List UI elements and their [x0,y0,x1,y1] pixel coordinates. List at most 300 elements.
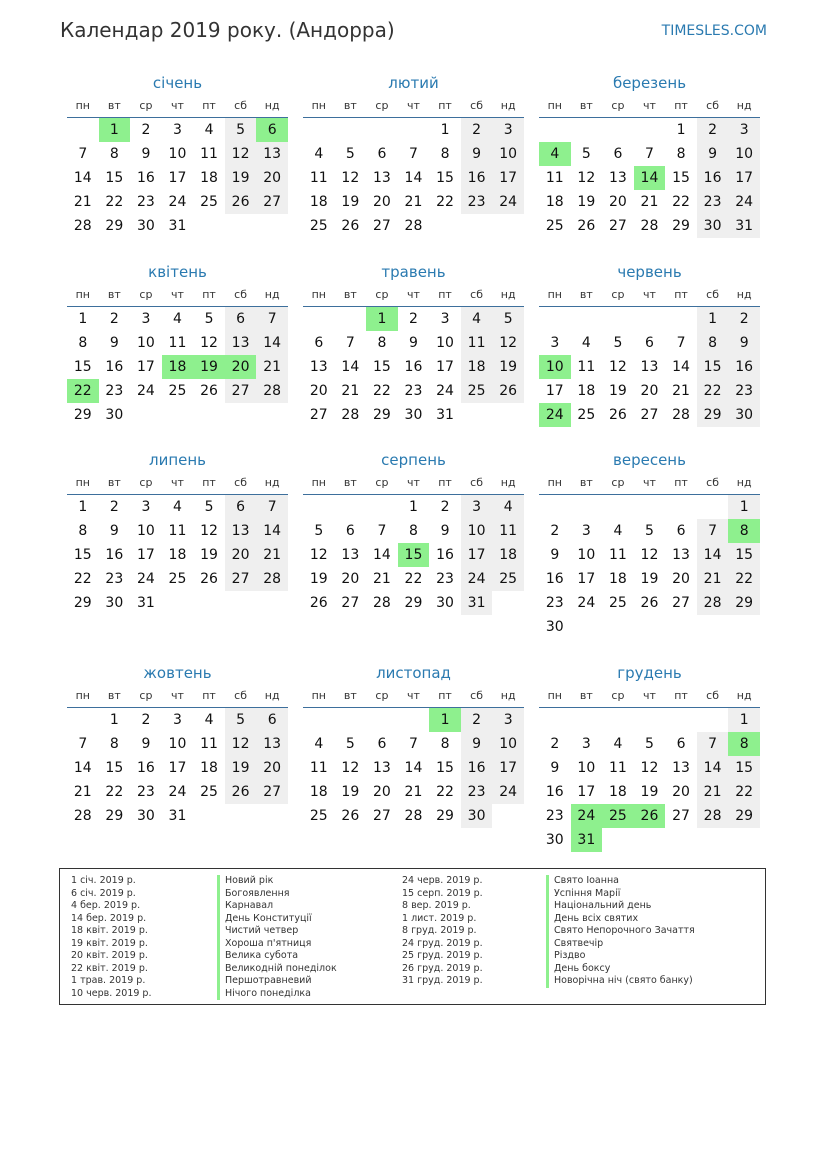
day-cell: 31 [461,591,493,615]
month-name: березень [612,74,687,92]
day-cell: 7 [409,146,418,162]
day-cell: 4 [204,712,214,728]
day-cell: 29 [372,407,391,423]
holiday-entry: 1 січ. 2019 р. [71,875,136,886]
day-cell: 21 [697,567,729,591]
holiday-entry: 8 груд. 2019 р. [402,925,477,936]
empty-cell [665,708,697,732]
day-cell: 17 [168,760,187,776]
day-cell: 30 [105,407,124,423]
empty-cell [665,828,697,852]
empty-cell [398,708,430,732]
day-cell: 7 [256,495,288,519]
week-row [303,403,524,427]
empty-cell [697,708,729,732]
weekday-label: пт [202,689,216,702]
month-11 [303,661,524,828]
day-cell: 26 [200,383,218,399]
weekday-label: сб [470,689,484,702]
week-row [303,166,524,190]
day-cell: 4 [492,495,524,519]
day-cell: 23 [105,383,124,399]
day-cell: 30 [728,403,760,427]
day-cell: 29 [672,218,690,234]
day-cell: 4 [173,311,182,327]
day-cell: 25 [168,571,187,587]
day-cell: 2 [728,307,760,331]
empty-cell [697,828,729,852]
weekday-label: пт [202,99,216,112]
day-cell: 24 [461,567,493,591]
week-row [67,307,288,331]
day-cell: 2 [409,311,418,327]
empty-cell [492,804,524,828]
weekday-label: вт [343,99,357,112]
empty-cell [728,828,760,852]
month-name: червень [617,263,682,281]
week-row [303,495,524,519]
day-cell: 11 [200,146,218,162]
day-cell: 17 [728,166,760,190]
empty-cell [67,708,99,732]
week-row [539,756,760,780]
day-cell: 27 [672,595,690,611]
day-cell: 18 [492,543,524,567]
empty-cell [256,403,288,427]
day-cell: 7 [78,736,88,752]
empty-cell [571,495,603,519]
holiday-day-cell: 4 [539,142,571,166]
empty-cell [225,403,257,427]
day-cell: 25 [608,595,627,611]
day-cell: 6 [676,523,686,539]
weekday-label: ср [375,689,389,702]
week-row [539,190,760,214]
week-row [539,567,760,591]
month-9 [539,448,760,639]
day-cell: 16 [728,355,760,379]
weekday-label: ср [611,689,625,702]
holiday-day-cell: 1 [429,708,461,732]
empty-cell [335,495,367,519]
day-cell: 19 [608,383,627,399]
day-cell: 12 [200,523,218,539]
week-row [539,495,760,519]
holiday-day-cell: 10 [539,355,571,379]
day-cell: 16 [105,359,124,375]
empty-cell [461,403,493,427]
day-cell: 3 [492,118,524,142]
day-cell: 22 [404,571,423,587]
empty-cell [602,615,634,639]
day-cell: 23 [545,808,564,824]
day-cell: 10 [728,142,760,166]
day-cell: 1 [78,311,88,327]
day-cell: 15 [105,760,124,776]
day-cell: 28 [73,218,92,234]
day-cell: 16 [461,756,493,780]
day-cell: 1 [728,708,760,732]
empty-cell [335,708,367,732]
empty-cell [461,214,493,238]
page-title: Календар 2019 року. (Андорра) [60,18,395,42]
day-cell: 30 [461,804,493,828]
day-cell: 19 [341,784,360,800]
day-cell: 27 [341,595,360,611]
day-cell: 20 [672,571,690,587]
day-cell: 19 [225,756,257,780]
weekday-label: ср [375,99,389,112]
day-cell: 15 [728,756,760,780]
day-cell: 17 [492,166,524,190]
day-cell: 10 [436,335,454,351]
empty-cell [225,804,257,828]
day-cell: 30 [697,214,729,238]
day-cell: 17 [545,383,564,399]
day-cell: 31 [136,595,155,611]
day-cell: 10 [577,547,596,563]
day-cell: 25 [545,218,564,234]
week-row [303,543,524,567]
week-row [67,591,288,615]
day-cell: 16 [545,784,564,800]
day-cell: 5 [345,736,355,752]
empty-cell [256,214,288,238]
day-cell: 26 [200,571,218,587]
weekday-label: сб [234,288,248,301]
empty-cell [602,828,634,852]
day-cell: 14 [73,170,92,186]
weekday-label: сб [706,689,720,702]
day-cell: 28 [341,407,360,423]
holiday-entry: 31 груд. 2019 р. [402,975,483,986]
day-cell: 21 [672,383,690,399]
day-cell: 4 [581,335,591,351]
month-4 [67,260,288,427]
day-cell: 1 [676,122,686,138]
day-cell: 28 [256,379,288,403]
day-cell: 20 [640,383,659,399]
holiday-entry: Святвечір [554,937,604,949]
day-cell: 13 [225,519,257,543]
day-cell: 12 [225,732,257,756]
day-cell: 27 [640,407,659,423]
week-row [67,190,288,214]
week-row [303,142,524,166]
holiday-day-cell: 22 [67,379,99,403]
weekday-label: сб [706,99,720,112]
day-cell: 21 [372,571,391,587]
day-cell: 5 [492,307,524,331]
weekday-header [539,284,760,307]
day-cell: 20 [372,784,391,800]
empty-cell [193,214,225,238]
day-cell: 2 [461,118,493,142]
weekday-label: вт [343,288,357,301]
empty-cell [539,708,571,732]
day-cell: 7 [676,335,686,351]
week-row [303,804,524,828]
day-cell: 3 [173,712,182,728]
holiday-entry: Новий рік [225,875,274,886]
month-12 [539,661,760,852]
day-cell: 22 [728,567,760,591]
day-cell: 13 [640,359,659,375]
week-row [539,118,760,142]
day-cell: 8 [409,523,418,539]
day-cell: 25 [200,784,218,800]
day-cell: 10 [168,146,187,162]
day-cell: 13 [256,732,288,756]
weekday-header [539,685,760,708]
day-cell: 30 [436,595,454,611]
holiday-day-cell: 19 [193,355,225,379]
empty-cell [256,591,288,615]
empty-cell [665,307,697,331]
day-cell: 21 [697,780,729,804]
day-cell: 5 [645,736,654,752]
empty-cell [539,307,571,331]
holiday-day-cell: 31 [571,828,603,852]
week-row [539,804,760,828]
day-cell: 8 [78,335,88,351]
holiday-entry: День всіх святих [554,912,639,924]
holiday-entry: 8 вер. 2019 р. [402,900,471,911]
day-cell: 27 [225,567,257,591]
week-row [303,214,524,238]
day-cell: 9 [141,736,151,752]
site-link[interactable]: TIMESLES.COM [661,23,767,39]
empty-cell [602,708,634,732]
day-cell: 16 [461,166,493,190]
day-cell: 18 [309,194,328,210]
month-2 [303,71,524,238]
weekday-label: пн [75,99,90,112]
day-cell: 28 [404,218,423,234]
weekday-label: нд [736,689,752,702]
month-7 [67,448,288,615]
day-cell: 13 [608,170,627,186]
holiday-entry: 24 груд. 2019 р. [402,937,483,949]
day-cell: 14 [341,359,360,375]
day-cell: 1 [440,122,450,138]
day-cell: 14 [404,170,423,186]
day-cell: 19 [577,194,596,210]
day-cell: 21 [256,355,288,379]
month-name: січень [152,74,203,92]
day-cell: 22 [372,383,391,399]
day-cell: 13 [372,170,391,186]
day-cell: 24 [168,784,187,800]
weekday-label: пн [311,476,326,489]
week-row [539,519,760,543]
day-cell: 31 [168,218,187,234]
week-row [303,307,524,331]
day-cell: 8 [78,523,88,539]
day-cell: 12 [577,170,596,186]
holiday-day-cell: 8 [728,732,760,756]
holiday-entry: Великодній понеділок [225,962,337,974]
weekday-header [303,685,524,708]
week-row [539,615,760,639]
day-cell: 7 [345,335,355,351]
day-cell: 18 [309,784,328,800]
holiday-entry: День боксу [554,962,611,974]
day-cell: 27 [256,780,288,804]
empty-cell [130,403,162,427]
holiday-entry: 14 бер. 2019 р. [71,912,147,924]
holiday-entry: Богоявлення [225,887,290,899]
day-cell: 22 [105,784,124,800]
day-cell: 12 [200,335,218,351]
day-cell: 28 [697,804,729,828]
day-cell: 29 [105,218,124,234]
holiday-day-cell: 24 [571,804,603,828]
holiday-entry: Чистий четвер [225,925,299,936]
empty-cell [225,214,257,238]
weekday-label: ср [611,476,625,489]
day-cell: 24 [577,595,596,611]
day-cell: 11 [608,760,627,776]
week-row [303,567,524,591]
empty-cell [571,708,603,732]
day-cell: 17 [577,784,596,800]
weekday-label: пн [75,689,90,702]
day-cell: 9 [109,335,119,351]
day-cell: 16 [136,760,155,776]
day-cell: 24 [136,571,155,587]
day-cell: 9 [141,146,151,162]
day-cell: 11 [309,170,328,186]
day-cell: 20 [608,194,627,210]
empty-cell [429,214,461,238]
day-cell: 1 [78,499,88,515]
weekday-label: пн [75,476,90,489]
weekday-label: нд [736,476,752,489]
day-cell: 13 [672,760,690,776]
weekday-label: пн [547,689,562,702]
week-row [303,591,524,615]
empty-cell [366,708,398,732]
holiday-entry: 24 черв. 2019 р. [402,875,483,886]
month-name: липень [148,451,207,469]
day-cell: 17 [461,543,493,567]
weekday-label: нд [264,689,280,702]
weekday-label: вт [107,476,121,489]
holiday-entry: 1 лист. 2019 р. [402,912,477,924]
day-cell: 2 [550,523,560,539]
empty-cell [335,307,367,331]
week-row [67,331,288,355]
day-cell: 24 [492,190,524,214]
day-cell: 2 [109,499,119,515]
day-cell: 26 [341,808,360,824]
weekday-label: ср [139,689,153,702]
weekday-label: ср [611,288,625,301]
day-cell: 6 [225,307,257,331]
week-row [303,780,524,804]
month-name: грудень [617,664,682,682]
day-cell: 13 [225,331,257,355]
week-row [67,142,288,166]
day-cell: 14 [697,543,729,567]
day-cell: 14 [697,756,729,780]
weekday-label: ср [375,288,389,301]
day-cell: 2 [141,712,151,728]
empty-cell [303,495,335,519]
day-cell: 18 [200,170,218,186]
day-cell: 20 [225,543,257,567]
weekday-header [67,472,288,495]
day-cell: 11 [545,170,564,186]
weekday-label: нд [736,99,752,112]
month-name: вересень [613,451,686,469]
weekday-label: пн [311,288,326,301]
month-6 [539,260,760,427]
day-cell: 22 [728,780,760,804]
day-cell: 30 [105,595,124,611]
day-cell: 28 [256,567,288,591]
day-cell: 26 [309,595,328,611]
weekday-label: пт [438,689,452,702]
day-cell: 27 [372,808,391,824]
day-cell: 23 [105,571,124,587]
day-cell: 9 [461,142,493,166]
week-row [539,828,760,852]
day-cell: 11 [168,335,187,351]
day-cell: 27 [309,407,328,423]
weekday-label: пн [547,476,562,489]
day-cell: 18 [461,355,493,379]
day-cell: 26 [608,407,627,423]
weekday-label: пт [674,99,688,112]
day-cell: 24 [492,780,524,804]
day-cell: 5 [345,146,355,162]
day-cell: 4 [461,307,493,331]
empty-cell [571,118,603,142]
day-cell: 11 [200,736,218,752]
empty-cell [303,118,335,142]
holiday-entry: 1 трав. 2019 р. [71,975,146,986]
day-cell: 22 [436,194,454,210]
weekday-label: вт [107,99,121,112]
holiday-entry: 15 серп. 2019 р. [402,887,483,899]
holiday-day-cell: 8 [728,519,760,543]
holiday-day-cell: 6 [256,118,288,142]
empty-cell [303,307,335,331]
day-cell: 5 [225,708,257,732]
day-cell: 6 [345,523,355,539]
weekday-label: пн [547,288,562,301]
day-cell: 8 [697,331,729,355]
week-row [303,355,524,379]
month-name: жовтень [143,664,212,682]
day-cell: 5 [314,523,324,539]
weekday-label: ср [139,288,153,301]
day-cell: 28 [697,591,729,615]
empty-cell [303,708,335,732]
day-cell: 5 [645,523,654,539]
day-cell: 4 [314,146,324,162]
day-cell: 13 [672,547,690,563]
weekday-label: чт [643,288,656,301]
day-cell: 4 [613,736,623,752]
weekday-label: пт [674,476,688,489]
weekday-label: сб [470,99,484,112]
day-cell: 25 [309,808,328,824]
day-cell: 22 [73,571,92,587]
day-cell: 10 [492,732,524,756]
